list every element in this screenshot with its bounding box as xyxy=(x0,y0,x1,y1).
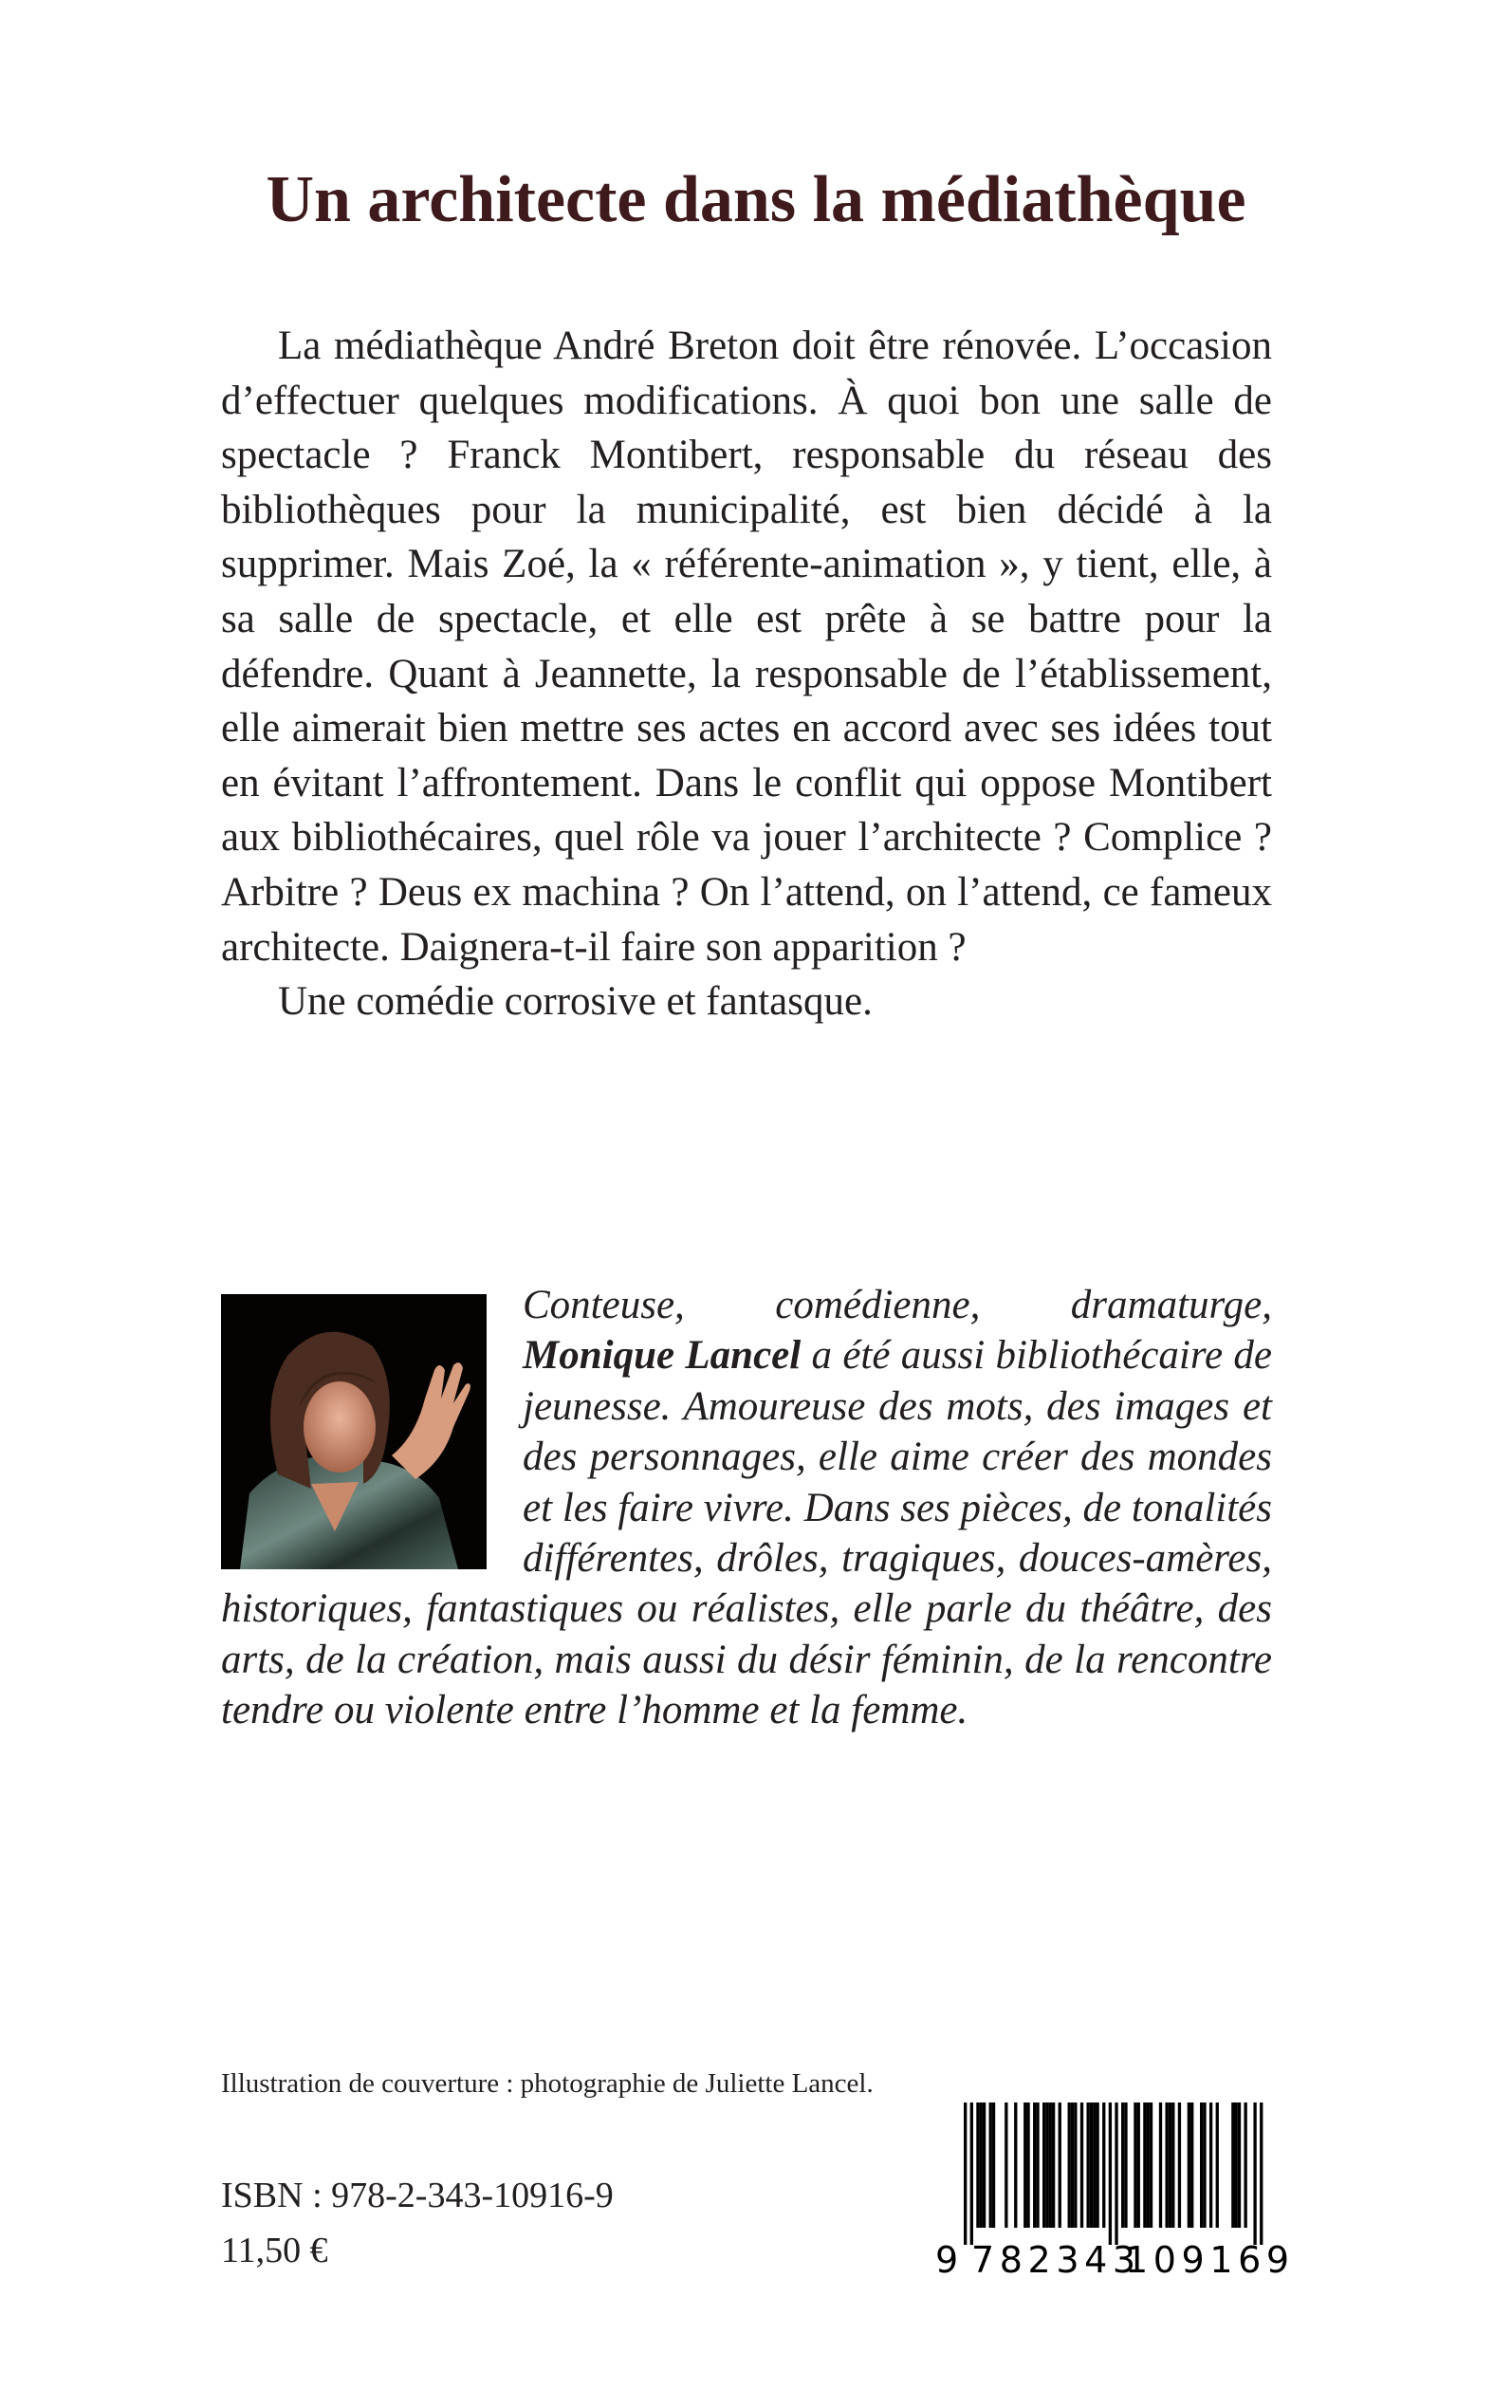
book-title: Un architecte dans la médiathèque xyxy=(266,163,1246,236)
barcode-guard-bar xyxy=(1253,2102,1256,2245)
barcode-bar xyxy=(1190,2102,1193,2228)
synopsis xyxy=(221,319,1272,1029)
barcode-guard-bar xyxy=(964,2102,967,2245)
barcode-bar xyxy=(1209,2102,1212,2228)
barcode-bar xyxy=(1036,2102,1039,2228)
barcode-bar xyxy=(1134,2102,1136,2228)
barcode-bar xyxy=(1086,2102,1089,2228)
barcode-bar xyxy=(1231,2102,1234,2228)
cover-credit: Illustration de couverture : photographie de Juliette Lancel. xyxy=(221,2068,874,2099)
barcode-digits xyxy=(935,2239,1295,2281)
synopsis-paragraph: La médiathèque André Breton doit être rénovée. L’occasion d’effectuer quelques modifications. À quoi bon une salle de spectacle ? Franck Montibert, responsable du réseau des bibliothèques pour la municipalité, est bien décidé à la supprimer. Mais Zoé, la « référente-animation », y tient, elle, à sa salle de spectacle, et elle est prête à se battre pour la défendre. Quant à Jeannette, la responsable de l’établissement, elle aimerait bien mettre ses actes en accord avec ses idées tout en évitant l’affrontement. Dans le conflit qui oppose Montibert aux bibliothécaires, quel rôle va jouer l’architecte ? Complice ? Arbitre ? Deus ex machina ? On l’attend, on l’attend, ce fameux architecte. Daignera-t-il faire son apparition ? xyxy=(221,324,1272,970)
barcode-bar xyxy=(1150,2102,1152,2228)
barcode-guard-bar xyxy=(1109,2102,1112,2245)
barcode-guard-bar xyxy=(1115,2102,1117,2245)
barcode-bar xyxy=(1121,2102,1124,2228)
barcode-bar xyxy=(1068,2102,1071,2228)
barcode-bar xyxy=(1042,2102,1045,2228)
barcode-bar xyxy=(1124,2102,1127,2228)
price: 11,50 € xyxy=(221,2231,328,2270)
barcode-bar xyxy=(1023,2102,1026,2228)
barcode xyxy=(935,2102,1295,2281)
barcode-bar xyxy=(1137,2102,1140,2228)
barcode-bar xyxy=(989,2102,992,2228)
barcode-bars xyxy=(935,2102,1279,2245)
barcode-bar xyxy=(1005,2102,1007,2228)
barcode-lead-digit: 9 xyxy=(935,2239,959,2281)
barcode-bar xyxy=(1200,2102,1203,2228)
author-photo xyxy=(221,1294,487,1569)
barcode-bar xyxy=(1216,2102,1219,2228)
barcode-bar xyxy=(1169,2102,1171,2228)
barcode-bar xyxy=(1238,2102,1241,2228)
barcode-bar xyxy=(1165,2102,1168,2228)
barcode-bar xyxy=(1026,2102,1029,2228)
barcode-bar xyxy=(983,2102,986,2228)
barcode-bar xyxy=(992,2102,995,2228)
barcode-bar xyxy=(1090,2102,1093,2228)
isbn: ISBN : 978-2-343-10916-9 xyxy=(221,2176,614,2215)
barcode-bar xyxy=(1071,2102,1074,2228)
barcode-bar xyxy=(980,2102,983,2228)
author-name: Monique Lancel xyxy=(523,1333,802,1379)
barcode-bar xyxy=(1074,2102,1077,2228)
barcode-bar xyxy=(1235,2102,1238,2228)
barcode-bar xyxy=(1059,2102,1061,2228)
barcode-guard-bar xyxy=(1260,2102,1263,2245)
barcode-bar xyxy=(1244,2102,1246,2228)
barcode-bar xyxy=(1045,2102,1048,2228)
barcode-bar xyxy=(1143,2102,1146,2228)
bio-intro: Conteuse, comédienne, dramaturge, xyxy=(523,1283,1272,1327)
author-photo-image xyxy=(221,1294,487,1569)
author-bio xyxy=(221,1280,1272,1736)
barcode-bar xyxy=(1049,2102,1052,2228)
barcode-bar xyxy=(1171,2102,1174,2228)
bio-body: a été aussi bibliothécaire de jeunesse. Amoureuse des mots, des images et des personnages, elle aime créer des mondes et les faire vivre. Dans ses pièces, de tonalités différentes, drôles, tragiques, douces-amères, historiques, fantastiques ou réalistes, elle parle du théâtre, des arts, de la création, mais aussi du désir féminin, de la rencontre tendre ou violente entre l’homme et la femme. xyxy=(221,1333,1272,1733)
barcode-bar xyxy=(1147,2102,1150,2228)
barcode-bar xyxy=(1102,2102,1105,2228)
barcode-bar xyxy=(976,2102,979,2228)
barcode-group-2: 109169 xyxy=(1125,2239,1295,2281)
barcode-bar xyxy=(1014,2102,1017,2228)
barcode-bar xyxy=(1178,2102,1181,2228)
barcode-bar xyxy=(1203,2102,1206,2228)
barcode-bar xyxy=(1080,2102,1083,2228)
barcode-group-1: 782343 xyxy=(971,2239,1141,2281)
barcode-bar xyxy=(1096,2102,1098,2228)
synopsis-tagline: Une comédie corrosive et fantasque. xyxy=(278,979,873,1025)
barcode-bar xyxy=(1188,2102,1190,2228)
barcode-bar xyxy=(1052,2102,1055,2228)
barcode-bar xyxy=(1159,2102,1162,2228)
barcode-bar xyxy=(1093,2102,1096,2228)
barcode-guard-bar xyxy=(970,2102,973,2245)
barcode-bar xyxy=(1033,2102,1036,2228)
